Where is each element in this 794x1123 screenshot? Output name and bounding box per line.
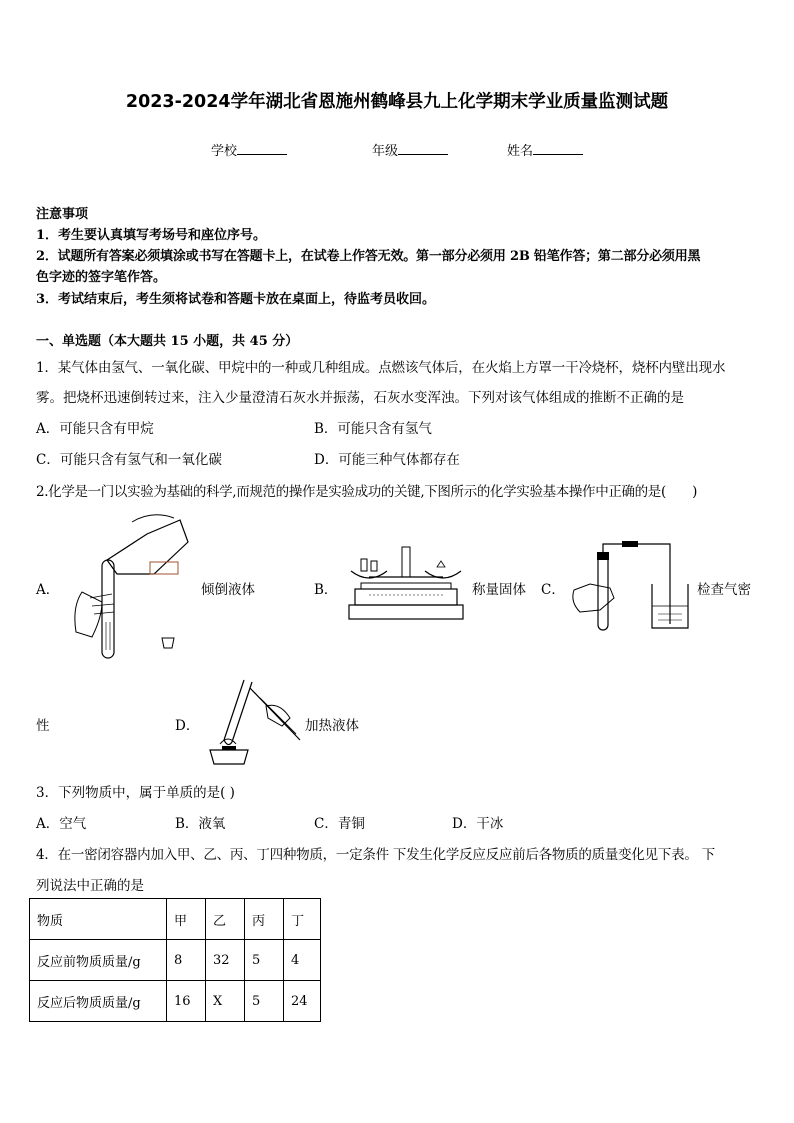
note-item: 色字迹的签字笔作答。 [36, 270, 167, 285]
school-label: 学校 [211, 144, 238, 159]
section-heading: 一、单选题（本大题共 15 小题，共 45 分） [36, 334, 299, 349]
grade-label: 年级 [372, 144, 399, 159]
name-blank[interactable] [533, 142, 583, 155]
table-cell: 反应后物质质量/g [30, 981, 167, 1022]
q2-option-c-label[interactable]: C． [541, 582, 565, 598]
grade-field[interactable] [372, 140, 448, 159]
name-field[interactable] [507, 140, 583, 159]
school-field[interactable] [211, 140, 287, 159]
table-header-cell: 丙 [245, 899, 284, 940]
note-item: 2．试题所有答案必须填涂或书写在答题卡上，在试卷上作答无效。第一部分必须用 2B 铅笔作答；第二部分必须用黑 [36, 249, 701, 264]
table-cell: 4 [284, 940, 321, 981]
q3-option-d[interactable]: D．干冰 [452, 816, 504, 832]
q1-option-d[interactable]: D．可能三种气体都存在 [314, 452, 460, 468]
school-blank[interactable] [237, 142, 287, 155]
table-cell: 8 [167, 940, 206, 981]
heat-liquid-figure [200, 678, 305, 770]
q2-option-d-caption: 加热液体 [305, 718, 359, 734]
note-item: 1．考生要认真填写考场号和座位序号。 [36, 228, 267, 243]
name-label: 姓名 [507, 144, 534, 159]
notes-heading: 注意事项 [36, 207, 89, 222]
q2-option-c-caption: 检查气密 [697, 582, 751, 598]
q2-option-d-label[interactable]: D． [175, 718, 200, 734]
q1-option-b[interactable]: B．可能只含有氢气 [314, 421, 432, 437]
table-header-cell: 物质 [30, 899, 167, 940]
pour-liquid-figure [62, 512, 192, 662]
q2-option-b-caption: 称量固体 [472, 582, 526, 598]
balance-figure [347, 545, 465, 623]
table-cell: 5 [245, 981, 284, 1022]
table-cell: X [206, 981, 245, 1022]
question-4-line: 列说法中正确的是 [36, 878, 144, 894]
q3-option-a[interactable]: A．空气 [36, 816, 87, 832]
question-3-line: 3．下列物质中，属于单质的是( ) [36, 785, 235, 801]
q1-option-a[interactable]: A．可能只含有甲烷 [36, 421, 154, 437]
q2-option-b-label[interactable]: B． [314, 582, 338, 598]
page-title: 2023-2024学年湖北省恩施州鹤峰县九上化学期末学业质量监测试题 [125, 92, 669, 112]
question-1-line: 雾。把烧杯迅速倒转过来，注入少量澄清石灰水并振荡，石灰水变浑浊。下列对该气体组成的推断不正确的是 [36, 390, 684, 406]
q3-option-b[interactable]: B．液氧 [175, 816, 226, 832]
q1-option-c[interactable]: C．可能只含有氢气和一氧化碳 [36, 452, 222, 468]
table-header-cell: 乙 [206, 899, 245, 940]
mass-change-table [29, 898, 321, 1022]
question-2-line: 2.化学是一门以实验为基础的科学,而规范的操作是实验成功的关键,下图所示的化学实验基本操作中正确的是( ) [36, 484, 698, 500]
q2-option-c-caption-cont: 性 [36, 718, 50, 734]
question-1-line: 1．某气体由氢气、一氧化碳、甲烷中的一种或几种组成。点燃该气体后，在火焰上方罩一干冷烧杯，烧杯内壁出现水 [36, 360, 726, 376]
note-item: 3．考试结束后，考生须将试卷和答题卡放在桌面上，待监考员收回。 [36, 292, 436, 307]
table-header-row [30, 899, 321, 940]
table-header-cell: 丁 [284, 899, 321, 940]
table-cell: 32 [206, 940, 245, 981]
q2-option-a-label[interactable]: A． [36, 582, 60, 598]
table-row [30, 940, 321, 981]
airtight-check-figure [570, 540, 695, 635]
table-row [30, 981, 321, 1022]
table-cell: 5 [245, 940, 284, 981]
table-cell: 24 [284, 981, 321, 1022]
question-4-line: 4．在一密闭容器内加入甲、乙、丙、丁四种物质，一定条件 下发生化学反应反应前后各物质的质量变化见下表。 下 [36, 847, 715, 863]
table-header-cell: 甲 [167, 899, 206, 940]
table-cell: 16 [167, 981, 206, 1022]
q3-option-c[interactable]: C．青铜 [314, 816, 365, 832]
q2-option-a-caption: 倾倒液体 [201, 582, 255, 598]
table-cell: 反应前物质质量/g [30, 940, 167, 981]
grade-blank[interactable] [398, 142, 448, 155]
